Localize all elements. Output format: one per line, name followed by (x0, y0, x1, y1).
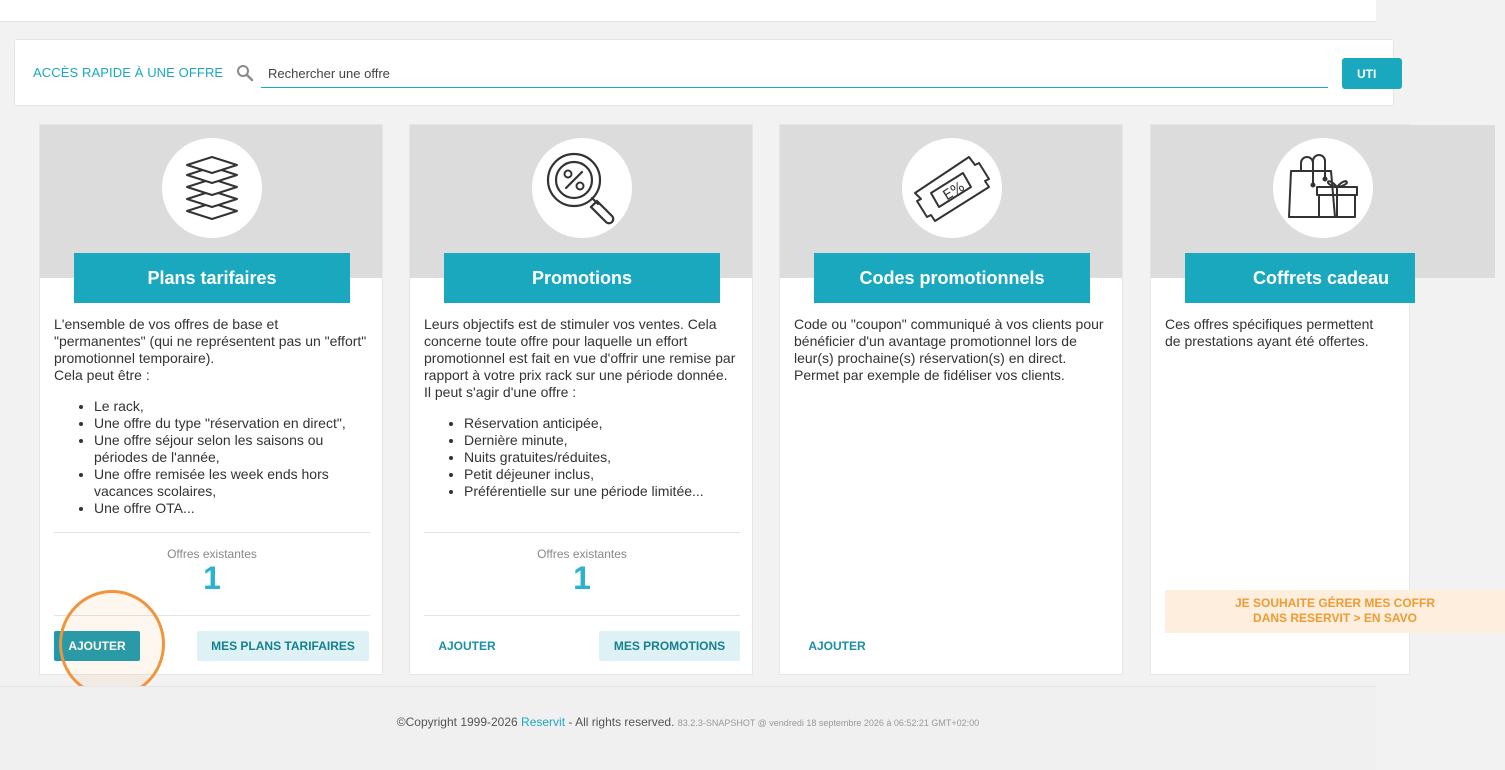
list-item: • Préférentielle sur une période limitée... (464, 483, 742, 500)
my-plans-button[interactable]: MES PLANS TARIFAIRES (197, 631, 369, 661)
quick-access-label: ACCÈS RAPIDE À UNE OFFRE (33, 65, 224, 80)
search-icon (236, 64, 254, 82)
card-description: Ces offres spécifiques permettent de prestations ayant été offertes. (1165, 316, 1374, 349)
card-description: Code ou "coupon" communiqué à vos clients pour bénéficier d'un avantage promotionnel lors de leur(s) prochaine(s) réservation(s) en direct. Permet par exemple de fidéliser vos clients. (794, 316, 1104, 383)
offer-search-input[interactable] (261, 60, 1328, 88)
quick-access-button[interactable]: UTI (1342, 58, 1402, 89)
card-icon-circle (532, 138, 632, 238)
add-promotion-button[interactable]: AJOUTER (438, 639, 496, 653)
version-info: 83.2.3-SNAPSHOT @ vendredi 18 septembre 2026 à 06:52:21 GMT+02:00 (677, 718, 980, 728)
offers-stats (54, 532, 370, 616)
card-title: Plans tarifaires (74, 253, 350, 303)
card-icon-circle (902, 138, 1002, 238)
list-item: • Nuits gratuites/réduites, (464, 449, 742, 466)
list-item: • Dernière minute, (464, 432, 742, 449)
quick-access-bar (14, 39, 1394, 106)
list-item: • Une offre OTA... (94, 500, 372, 517)
offers-count: 1 (573, 560, 591, 596)
card-plans-tarifaires (39, 124, 383, 675)
add-code-button[interactable]: AJOUTER (808, 639, 866, 653)
layers-icon (182, 153, 242, 223)
my-promotions-button[interactable]: MES PROMOTIONS (599, 631, 740, 661)
list-item: • Réservation anticipée, (464, 415, 742, 432)
reservit-link[interactable]: Reservit (521, 715, 566, 729)
offers-count-label: Offres existantes (537, 547, 627, 561)
top-bar (0, 0, 1376, 22)
svg-text:E%: E% (940, 178, 968, 205)
card-title: Promotions (444, 253, 720, 303)
coupon-icon (909, 153, 995, 223)
list-item: • Une offre du type "réservation en direct", (94, 415, 372, 432)
list-item: • Petit déjeuner inclus, (464, 466, 742, 483)
card-title: Codes promotionnels (814, 253, 1090, 303)
card-icon-circle (1273, 138, 1373, 238)
card-description: Leurs objectifs est de stimuler vos ventes. Cela concerne toute offre pour laquelle un effort promotionnel est fait en vue d'offrir une remise par rapport à votre prix rack sur une période donnée. Il peut s'agir d'une offre : • Réservation anticipée, • Dernière minute, • Nuits gratuites/réduites, • Petit déjeuner inclus, • Préférentielle sur une période limitée... (424, 316, 742, 500)
list-item: • Une offre séjour selon les saisons ou périodes de l'année, (94, 432, 372, 466)
list-item: • Une offre remisée les week ends hors vacances scolaires, (94, 466, 372, 500)
list-item: • Le rack, (94, 398, 372, 415)
card-title: Coffrets cadeau (1185, 253, 1415, 303)
footer (0, 686, 1376, 770)
footer-copyright: ©Copyright 1999-2026 Reservit - All rights reserved. 83.2.3-SNAPSHOT @ vendredi 18 septembre 2026 à 06:52:21 GMT+02:00 (396, 715, 980, 729)
card-list (424, 415, 742, 500)
percent-search-icon (544, 150, 620, 226)
manage-gift-boxes-banner[interactable]: JE SOUHAITE GÉRER MES COFFR DANS RESERVIT > EN SAVO (1165, 590, 1505, 633)
card-codes-promotionnels (779, 124, 1123, 675)
offers-count-label: Offres existantes (167, 547, 257, 561)
card-list (54, 398, 372, 517)
card-promotions (409, 124, 753, 675)
offers-stats (424, 532, 740, 616)
gift-bag-icon (1285, 153, 1361, 223)
card-coffrets-cadeau (1150, 124, 1436, 675)
card-description: L'ensemble de vos offres de base et "permanentes" (qui ne représentent pas un "effort" promotionnel temporaire). Cela peut être : • Le rack, • Une offre du type "réservation en direct", • Une offre séjour selon les saisons ou périodes de l'année, • Une offre remisée les week ends hors vacances scolaires, • Une offre OTA... (54, 316, 372, 517)
offers-count: 1 (203, 560, 221, 596)
card-icon-circle (162, 138, 262, 238)
add-plan-button[interactable]: AJOUTER (54, 631, 140, 661)
